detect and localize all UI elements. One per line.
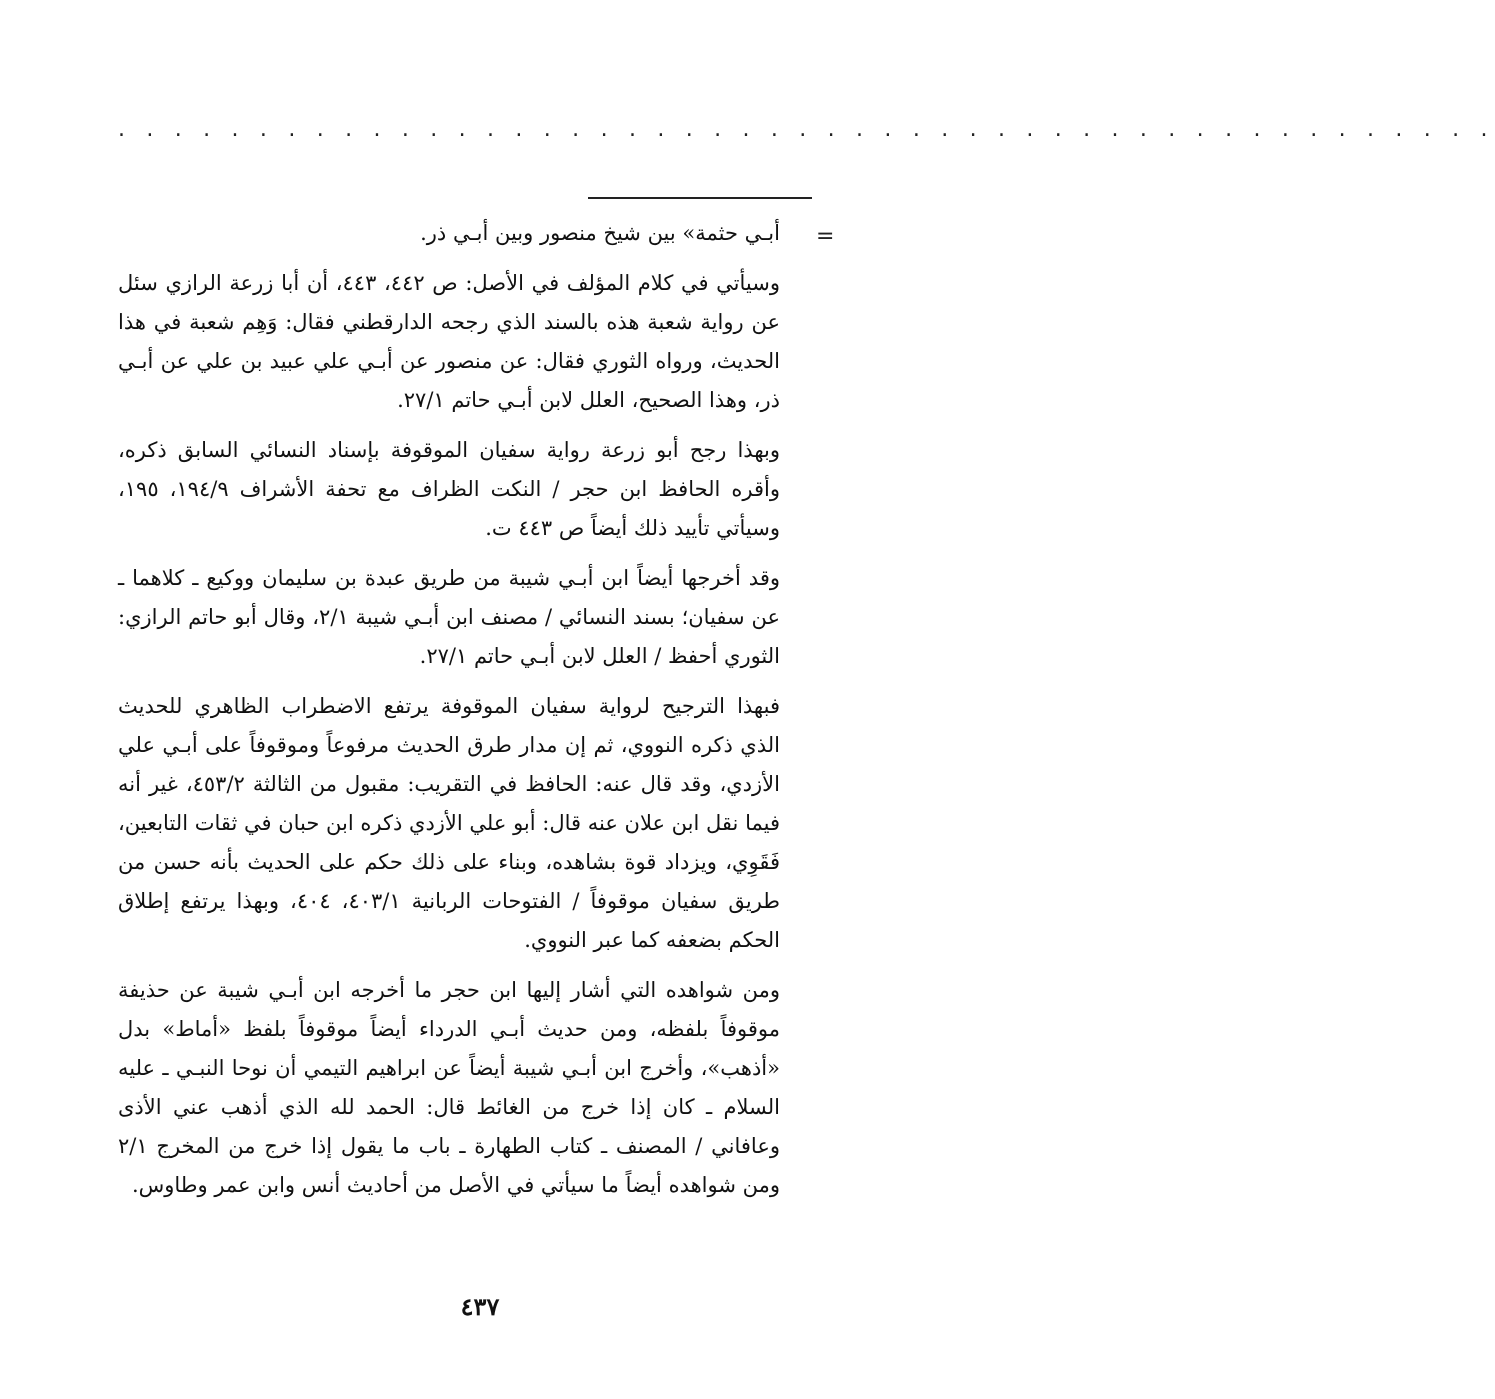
page-number: ٤٣٧ (460, 1292, 500, 1321)
footnote-paragraph: فبهذا الترجيح لرواية سفيان الموقوفة يرتفع الاضطراب الظاهري للحديث الذي ذكره النووي، ثم إن مدار طرق الحديث مرفوعاً وموقوفاً على أبـي علي الأزدي، وقد قال عنه: الحافظ في التقريب: مقبول من الثالثة ٤٥٣/٢، غير أنه فيما نقل ابن علان عنه قال: أبو علي الأزدي ذكره ابن حبان في ثقات التابعين، فَقَوِي، ويزداد قوة بشاهده، وبناء على ذلك حكم على الحديث بأنه حسن من طريق سفيان موقوفاً / الفتوحات الربانية ٤٠٣/١، ٤٠٤، وبهذا يرتفع إطلاق الحكم بضعفه كما عبر النووي. (117, 694, 780, 952)
footnote-paragraph: وسيأتي في كلام المؤلف في الأصل: ص ٤٤٢، ٤٤٣، أن أبا زرعة الرازي سئل عن رواية شعبة هذه بالسند الذي رجحه الدارقطني فقال: وَهِم شعبة في هذا الحديث، ورواه الثوري فقال: عن منصور عن أبـي علي عبيد بن علي عن أبـي ذر، وهذا الصحيح، العلل لابن أبـي حاتم ٢٧/١. (118, 271, 781, 412)
footnote-paragraph: ومن شواهده التي أشار إليها ابن حجر ما أخرجه ابن أبـي شيبة عن حذيفة موقوفاً بلفظه، ومن حديث أبـي الدرداء أيضاً موقوفاً بلفظ «أماط» بدل «أذهب»، وأخرج ابن أبـي شيبة أيضاً عن ابراهيم التيمي أن نوحا النبـي ـ عليه السلام ـ كان إذا خرج من الغائط قال: الحمد لله الذي أذهب عني الأذى وعافاني / المصنف ـ كتاب الطهارة ـ باب ما يقول إذا خرج من المخرج ٢/١ ومن شواهده أيضاً ما سيأتي في الأصل من أحاديث أنس وابن عمر وطاوس. (118, 978, 781, 1197)
separator-dots: . . . . . . . . . . . . . . . . . . . . . . . . . . . . . . . . . . . . . . . . . . . . . . . . . (118, 117, 1495, 142)
footnote-rule (588, 197, 812, 199)
continuation-mark: = (816, 224, 835, 249)
footnote-paragraph: وقد أخرجها أيضاً ابن أبـي شيبة من طريق عبدة بن سليمان ووكيع ـ كلاهما ـ عن سفيان؛ بسند النسائي / مصنف ابن أبـي شيبة ٢/١، وقال أبو حاتم الرازي: الثوري أحفظ / العلل لابن أبـي حاتم ٢٧/١. (118, 566, 780, 668)
footnotes-block (118, 214, 780, 1216)
footnote-paragraph: وبهذا رجح أبو زرعة رواية سفيان الموقوفة بإسناد النسائي السابق ذكره، وأقره الحافظ ابن حجر / النكت الظراف مع تحفة الأشراف ١٩٤/٩، ١٩٥، وسيأتي تأييد ذلك أيضاً ص ٤٤٣ ت. (118, 438, 780, 540)
footnote-paragraph: أبـي حثمة» بين شيخ منصور وبين أبـي ذر. (420, 221, 780, 245)
